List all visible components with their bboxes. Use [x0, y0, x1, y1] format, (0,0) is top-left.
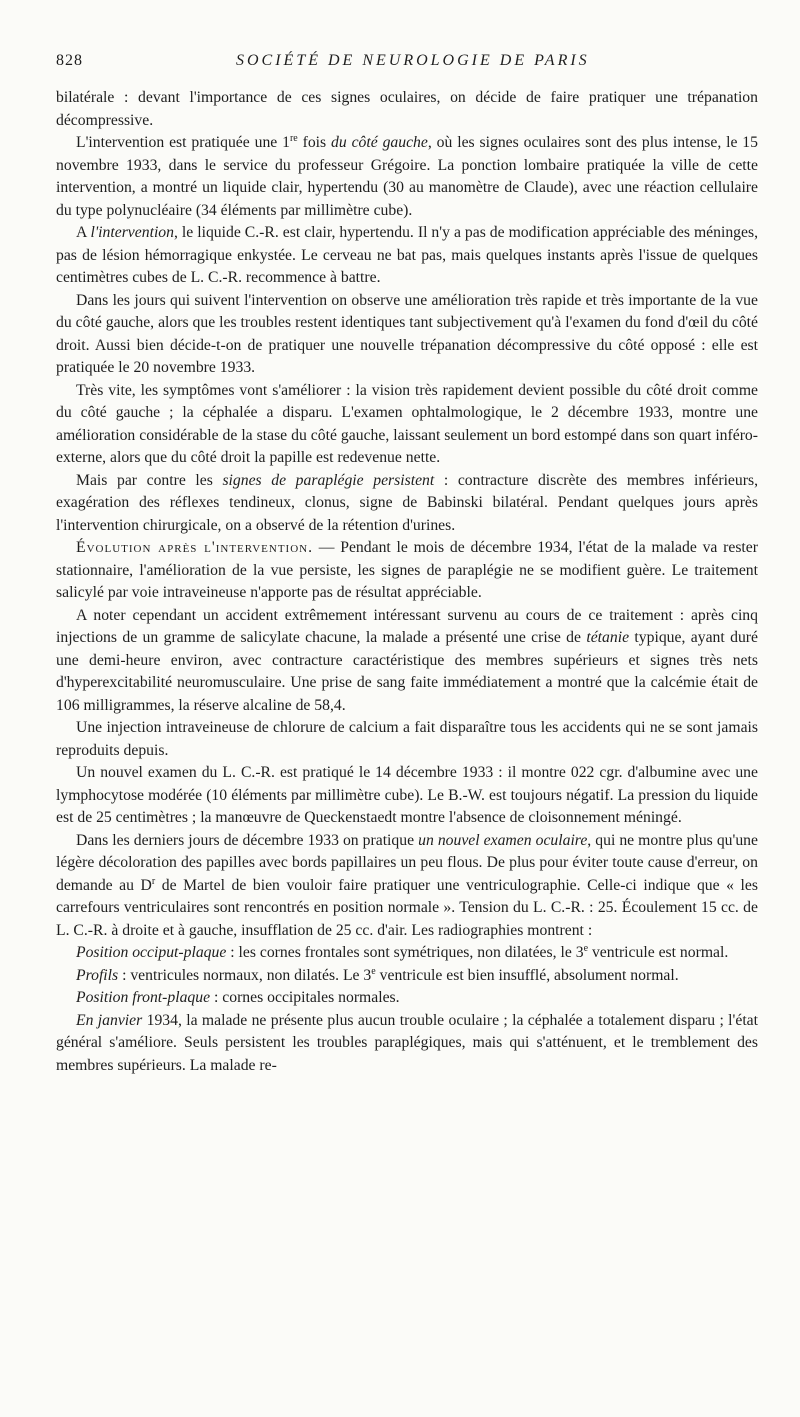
text-run: ventricule est normal. [588, 944, 729, 961]
italic-text: tétanie [586, 629, 630, 646]
page-header [56, 46, 756, 76]
text-run: ventricule est bien insufflé, absolument normal. [375, 966, 679, 984]
paragraph [56, 965, 758, 988]
italic-text: du côté gauche [331, 134, 428, 151]
text-run: Dans les derniers jours de décembre 1933 on pratique [76, 831, 419, 849]
text-run: fois [297, 134, 332, 151]
italic-text: l'intervention [90, 224, 174, 241]
paragraph [56, 537, 758, 605]
paragraph [56, 1010, 758, 1078]
text-run: : ventricules normaux, non dilatés. Le 3 [118, 966, 372, 984]
text-run: , le liquide C.-R. est clair, hypertendu. Il n'y a pas de modification appréciable des méninges, pas de lésion hémorragique enkystée. Le cerveau ne bat pas, mais quelques instants après l'issue de quelques centimètres cubes de L. C.-R. recommence à battre. [56, 224, 758, 286]
italic-text: Position occiput-plaque [76, 944, 227, 961]
text-run: A noter cependant un accident extrêmement intéressant survenu au cours de ce traitement : après cinq injections de un gramme de salicylate chacune, la malade a présenté une crise de [56, 606, 758, 646]
text-run: typique, ayant duré une demi-heure environ, avec contracture caractéristique des membres supérieurs et signes très nets d'hyperexcitabilité neuromusculaire. Une prise de sang faite immédiatement a montré que la calcémie était de 106 milligrammes, la réserve alcaline de 58,4. [56, 629, 758, 714]
text-run: de Martel de bien vouloir faire pratiquer une ventriculographie. Celle-ci indique que « les carrefours ventriculaires sont rencontrés en position normale ». Tension du L. C.-R. : 25. Écoulement 15 cc. de L. C.-R. à droite et à gauche, insufflation de 25 cc. d'air. Les radiographies montrent : [56, 876, 758, 939]
paragraph: Dans les jours qui suivent l'intervention on observe une amélioration très rapide et très importante de la vue du côté gauche, alors que les troubles restent identiques tant subjectivement qu'à l'examen du fond d'œil du côté droit. Aussi bien décide-t-on de pratiquer une nouvelle trépanation décompressive du côté opposé : elle est pratiquée le 20 novembre 1933. [56, 291, 758, 376]
paragraph [56, 987, 758, 1010]
paragraph [56, 222, 758, 290]
text-run: , qui ne montre plus qu'une légère décoloration des papilles avec bords papillaires un peu flous. De plus pour éviter toute cause d'erreur, on demande au D [56, 831, 758, 894]
paragraph [56, 470, 758, 538]
paragraph [56, 942, 758, 965]
paragraph: Très vite, les symptômes vont s'améliorer : la vision très rapidement devient possible du côté droit comme du côté gauche ; la céphalée a disparu. L'examen ophtalmologique, le 2 décembre 1933, montre une amélioration considérable de la stase du côté gauche, laissant seulement un bord estompé dans son quart inféro-externe, alors que du côté droit la papille est redevenue nette. [56, 381, 758, 466]
text-run: , où les signes oculaires sont des plus intense, le 15 novembre 1933, dans le service du professeur Grégoire. La ponction lombaire pratiquée la ville de cette intervention, a montré un liquide clair, hypertendu (30 au manomètre de Claude), avec une réaction cellulaire du type polynucléaire (34 éléments par millimètre cube). [56, 134, 758, 219]
page-number: 828 [56, 52, 83, 69]
paragraph: Un nouvel examen du L. C.-R. est pratiqué le 14 décembre 1933 : il montre 022 cgr. d'albumine avec une lymphocytose modérée (10 éléments par millimètre cube). Le B.-W. est toujours négatif. La pression du liquide est de 25 centimètres ; la manœuvre de Queckenstaedt montre l'absence de cloisonnement méningé. [56, 764, 758, 826]
paragraph: bilatérale : devant l'importance de ces signes oculaires, on décide de faire pratiquer une trépanation décompressive. [56, 89, 758, 129]
italic-text: signes de paraplégie persistent [222, 471, 435, 489]
italic-text: un nouvel examen oculaire [418, 831, 588, 849]
text-run: — Pendant le mois de décembre 1934, l'état de la malade va rester stationnaire, l'amélioration de la vue persiste, les signes de paraplégie ne se modifient guère. Le traitement salicylé par voie intraveineuse n'apporte pas de résultat appréciable. [56, 539, 758, 601]
superscript: e [583, 942, 589, 954]
body-text [56, 87, 758, 1077]
italic-text: Position front-plaque [76, 989, 211, 1006]
text-run: 1934, la malade ne présente plus aucun trouble oculaire ; la céphalée a totalement disparu ; l'état général s'améliore. Seuls persistent les troubles paraplégiques, mais qui s'atténuent, et le tremblement des membres supérieurs. La malade re- [56, 1011, 758, 1074]
superscript: e [371, 965, 376, 977]
running-head: SOCIÉTÉ DE NEUROLOGIE DE PARIS [236, 52, 590, 69]
text-run: : contracture discrète des membres inférieurs, exagération des réflexes tendineux, clonus, signe de Babinski bilatéral. Pendant quelques jours après l'intervention chirurgicale, on a observé de la rétention d'urines. [56, 471, 758, 534]
text-run: A [76, 224, 91, 241]
text-run: : cornes occipitales normales. [210, 989, 400, 1006]
paragraph [56, 132, 758, 222]
paragraph [56, 605, 758, 718]
text-run: : les cornes frontales sont symétriques, non dilatées, le 3 [226, 944, 584, 961]
paragraph [56, 830, 758, 943]
superscript: r [151, 875, 156, 887]
paragraph: Une injection intraveineuse de chlorure de calcium a fait disparaître tous les accidents qui ne se sont jamais reproduits depuis. [56, 719, 758, 759]
text-run: L'intervention est pratiquée une 1 [76, 134, 290, 151]
italic-text: Profils [76, 966, 119, 984]
superscript: re [289, 132, 298, 144]
text-run: Mais par contre les [76, 471, 223, 489]
section-heading: Évolution après l'intervention. [76, 539, 314, 556]
italic-text: En janvier [76, 1011, 143, 1029]
